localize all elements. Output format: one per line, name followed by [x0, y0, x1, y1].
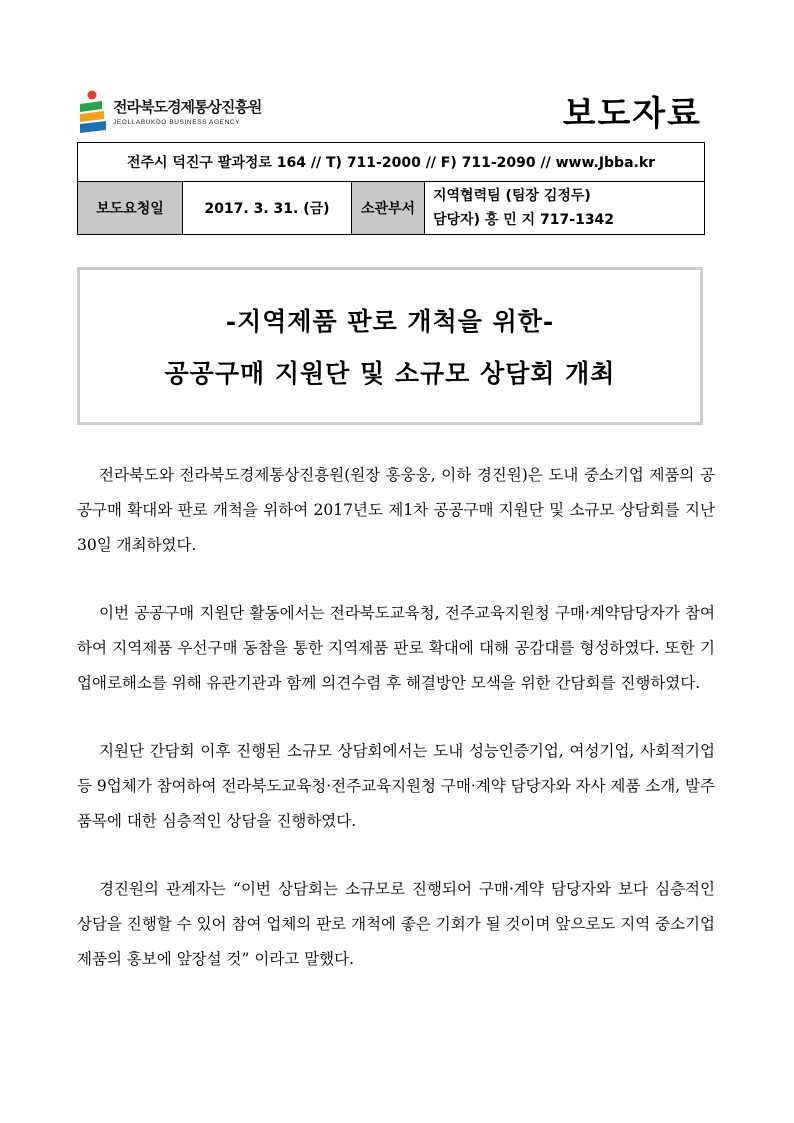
paragraph: 이번 공공구매 지원단 활동에서는 전라북도교육청, 전주교육지원청 구매·계약담당자가 참여하여 지역제품 우선구매 동참을 통한 지역제품 판로 확대에 대해 공감대를 형성하였다. 또한 기업애로해소를 위해 유관기관과 함께 의견수렴 후 해결방안 모색을 위한 간담회를 진행하였다.	[77, 604, 715, 692]
paragraph: 전라북도와 전라북도경제통상진흥원(원장 홍웅웅, 이하 경진원)은 도내 중소기업 제품의 공공구매 확대와 판로 개척을 위하여 2017년도 제1차 공공구매 지원단 및 소규모 상담회를 지난 30일 개최하였다.	[77, 466, 715, 554]
document-subtitle: -지역제품 판로 개척을 위한-	[225, 307, 555, 336]
department-info	[425, 182, 705, 235]
organization-name: 전라북도경제통상진흥원	[113, 97, 262, 116]
paragraph: 지원단 간담회 이후 진행된 소규모 상담회에서는 도내 성능인증기업, 여성기업, 사회적기업 등 9업체가 참여하여 전라북도교육청·전주교육지원청 구매·계약 담당자와 자사 제품 소개, 발주품목에 대한 심층적인 상담을 진행하였다.	[77, 742, 715, 830]
request-date-label: 보도요청일	[78, 182, 183, 235]
department-team: 지역협력팀 (팀장 김정두)	[433, 188, 591, 204]
logo-mark-icon	[77, 90, 107, 134]
request-date: 2017. 3. 31. (금)	[183, 182, 352, 235]
document-type-heading: 보도자료	[562, 94, 702, 134]
organization-logo	[77, 90, 261, 134]
department-label: 소관부서	[352, 182, 425, 235]
title-box	[77, 267, 703, 425]
organization-name-english: JEOLLABUKDO BUSINESS AGENCY	[113, 118, 241, 126]
department-contact: 담당자) 홍 민 지 717-1342	[433, 212, 615, 228]
body-text	[77, 458, 715, 1010]
document-title: 공공구매 지원단 및 소규모 상담회 개최	[164, 359, 616, 388]
info-table	[77, 142, 705, 235]
paragraph: 경진원의 관계자는 “이번 상담회는 소규모로 진행되어 구매·계약 담당자와 보다 심층적인 상담을 진행할 수 있어 참여 업체의 판로 개척에 좋은 기회가 될 것이며 앞으로도 지역 중소기업 제품의 홍보에 앞장설 것” 이라고 말했다.	[77, 880, 715, 968]
contact-info: 전주시 덕진구 팔과정로 164 // T) 711-2000 // F) 711-2090 // www.Jbba.kr	[78, 143, 705, 182]
